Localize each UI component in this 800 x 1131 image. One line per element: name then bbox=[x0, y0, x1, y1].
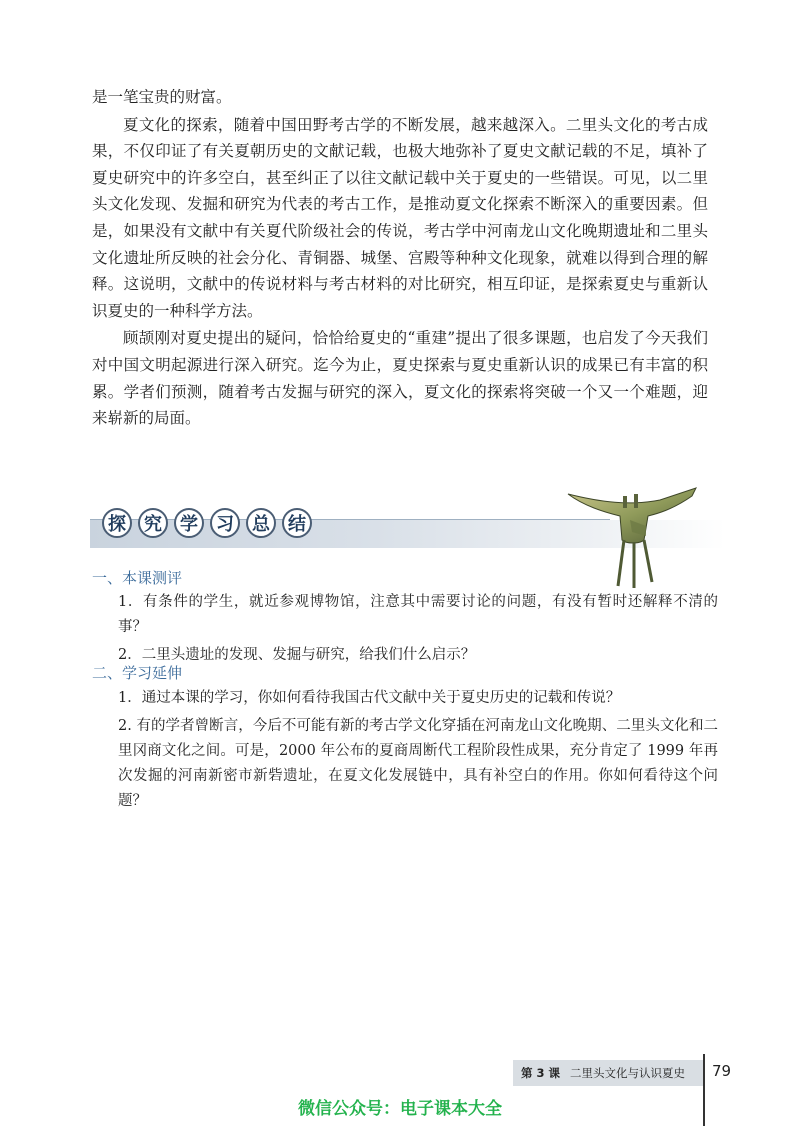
section-heading-extension: 二、学习延伸 bbox=[92, 664, 183, 682]
lesson-title: 二里头文化与认识夏史 bbox=[570, 1066, 686, 1080]
bronze-jue-vessel-icon bbox=[560, 482, 700, 592]
section-items-extension bbox=[118, 686, 718, 814]
banner-char: 究 bbox=[138, 508, 168, 538]
paragraph-continuation: 是一笔宝贵的财富。 bbox=[92, 88, 232, 106]
section-items-assessment bbox=[118, 590, 718, 668]
question-item: 2. 有的学者曾断言，今后不可能有新的考古学文化穿插在河南龙山文化晚期、二里头文化和二里冈商文化之间。可是，2000 年公布的夏商周断代工程阶段性成果，充分肯定了 1999 年再次发掘的河南新密市新砦遗址，在夏文化发展链中，具有补空白的作用。你如何看待这个问题？ bbox=[118, 718, 718, 809]
paragraph-gu-jiegang: 顾颉刚对夏史提出的疑问，恰恰给夏史的“重建”提出了很多课题，也启发了今天我们对中国文明起源进行深入研究。迄今为止，夏史探索与夏史重新认识的成果已有丰富的积累。学者们预测，随着考古发掘与研究的深入，夏文化的探索将突破一个又一个难题，迎来崭新的局面。 bbox=[92, 329, 708, 428]
running-footer bbox=[513, 1060, 703, 1086]
banner-char: 总 bbox=[246, 508, 276, 538]
question-item: 2．二里头遗址的发现、发掘与研究，给我们什么启示？ bbox=[118, 647, 476, 663]
question-item: 1．通过本课的学习，你如何看待我国古代文献中关于夏史历史的记载和传说？ bbox=[118, 690, 621, 706]
banner-char: 习 bbox=[210, 508, 240, 538]
watermark-text: 微信公众号：电子课本大全 bbox=[298, 1099, 502, 1119]
banner-char: 结 bbox=[282, 508, 312, 538]
question-item: 1．有条件的学生，就近参观博物馆，注意其中需要讨论的问题，有没有暂时还解释不清的事？ bbox=[118, 594, 718, 635]
banner-title bbox=[102, 500, 312, 538]
paragraph-xia-culture: 夏文化的探索，随着中国田野考古学的不断发展，越来越深入。二里头文化的考古成果，不仅印证了有关夏朝历史的文献记载，也极大地弥补了夏史文献记载的不足，填补了夏史研究中的许多空白，甚至纠正了以往文献记载中关于夏史的一些错误。可见，以二里头文化发现、发掘和研究为代表的考古工作，是推动夏文化探索不断深入的重要因素。但是，如果没有文献中有关夏代阶级社会的传说，考古学中河南龙山文化晚期遗址和二里头文化遗址所反映的社会分化、青铜器、城堡、宫殿等种种文化现象，就难以得到合理的解释。这说明，文献中的传说材料与考古材料的对比研究，相互印证，是探索夏史与重新认识夏史的一种科学方法。 bbox=[92, 115, 708, 320]
lesson-number: 第 3 课 bbox=[521, 1066, 561, 1080]
section-heading-assessment: 一、本课测评 bbox=[92, 569, 183, 587]
banner-char: 探 bbox=[102, 508, 132, 538]
banner-char: 学 bbox=[174, 508, 204, 538]
body-text bbox=[92, 84, 708, 432]
page-number: 79 bbox=[712, 1062, 732, 1080]
